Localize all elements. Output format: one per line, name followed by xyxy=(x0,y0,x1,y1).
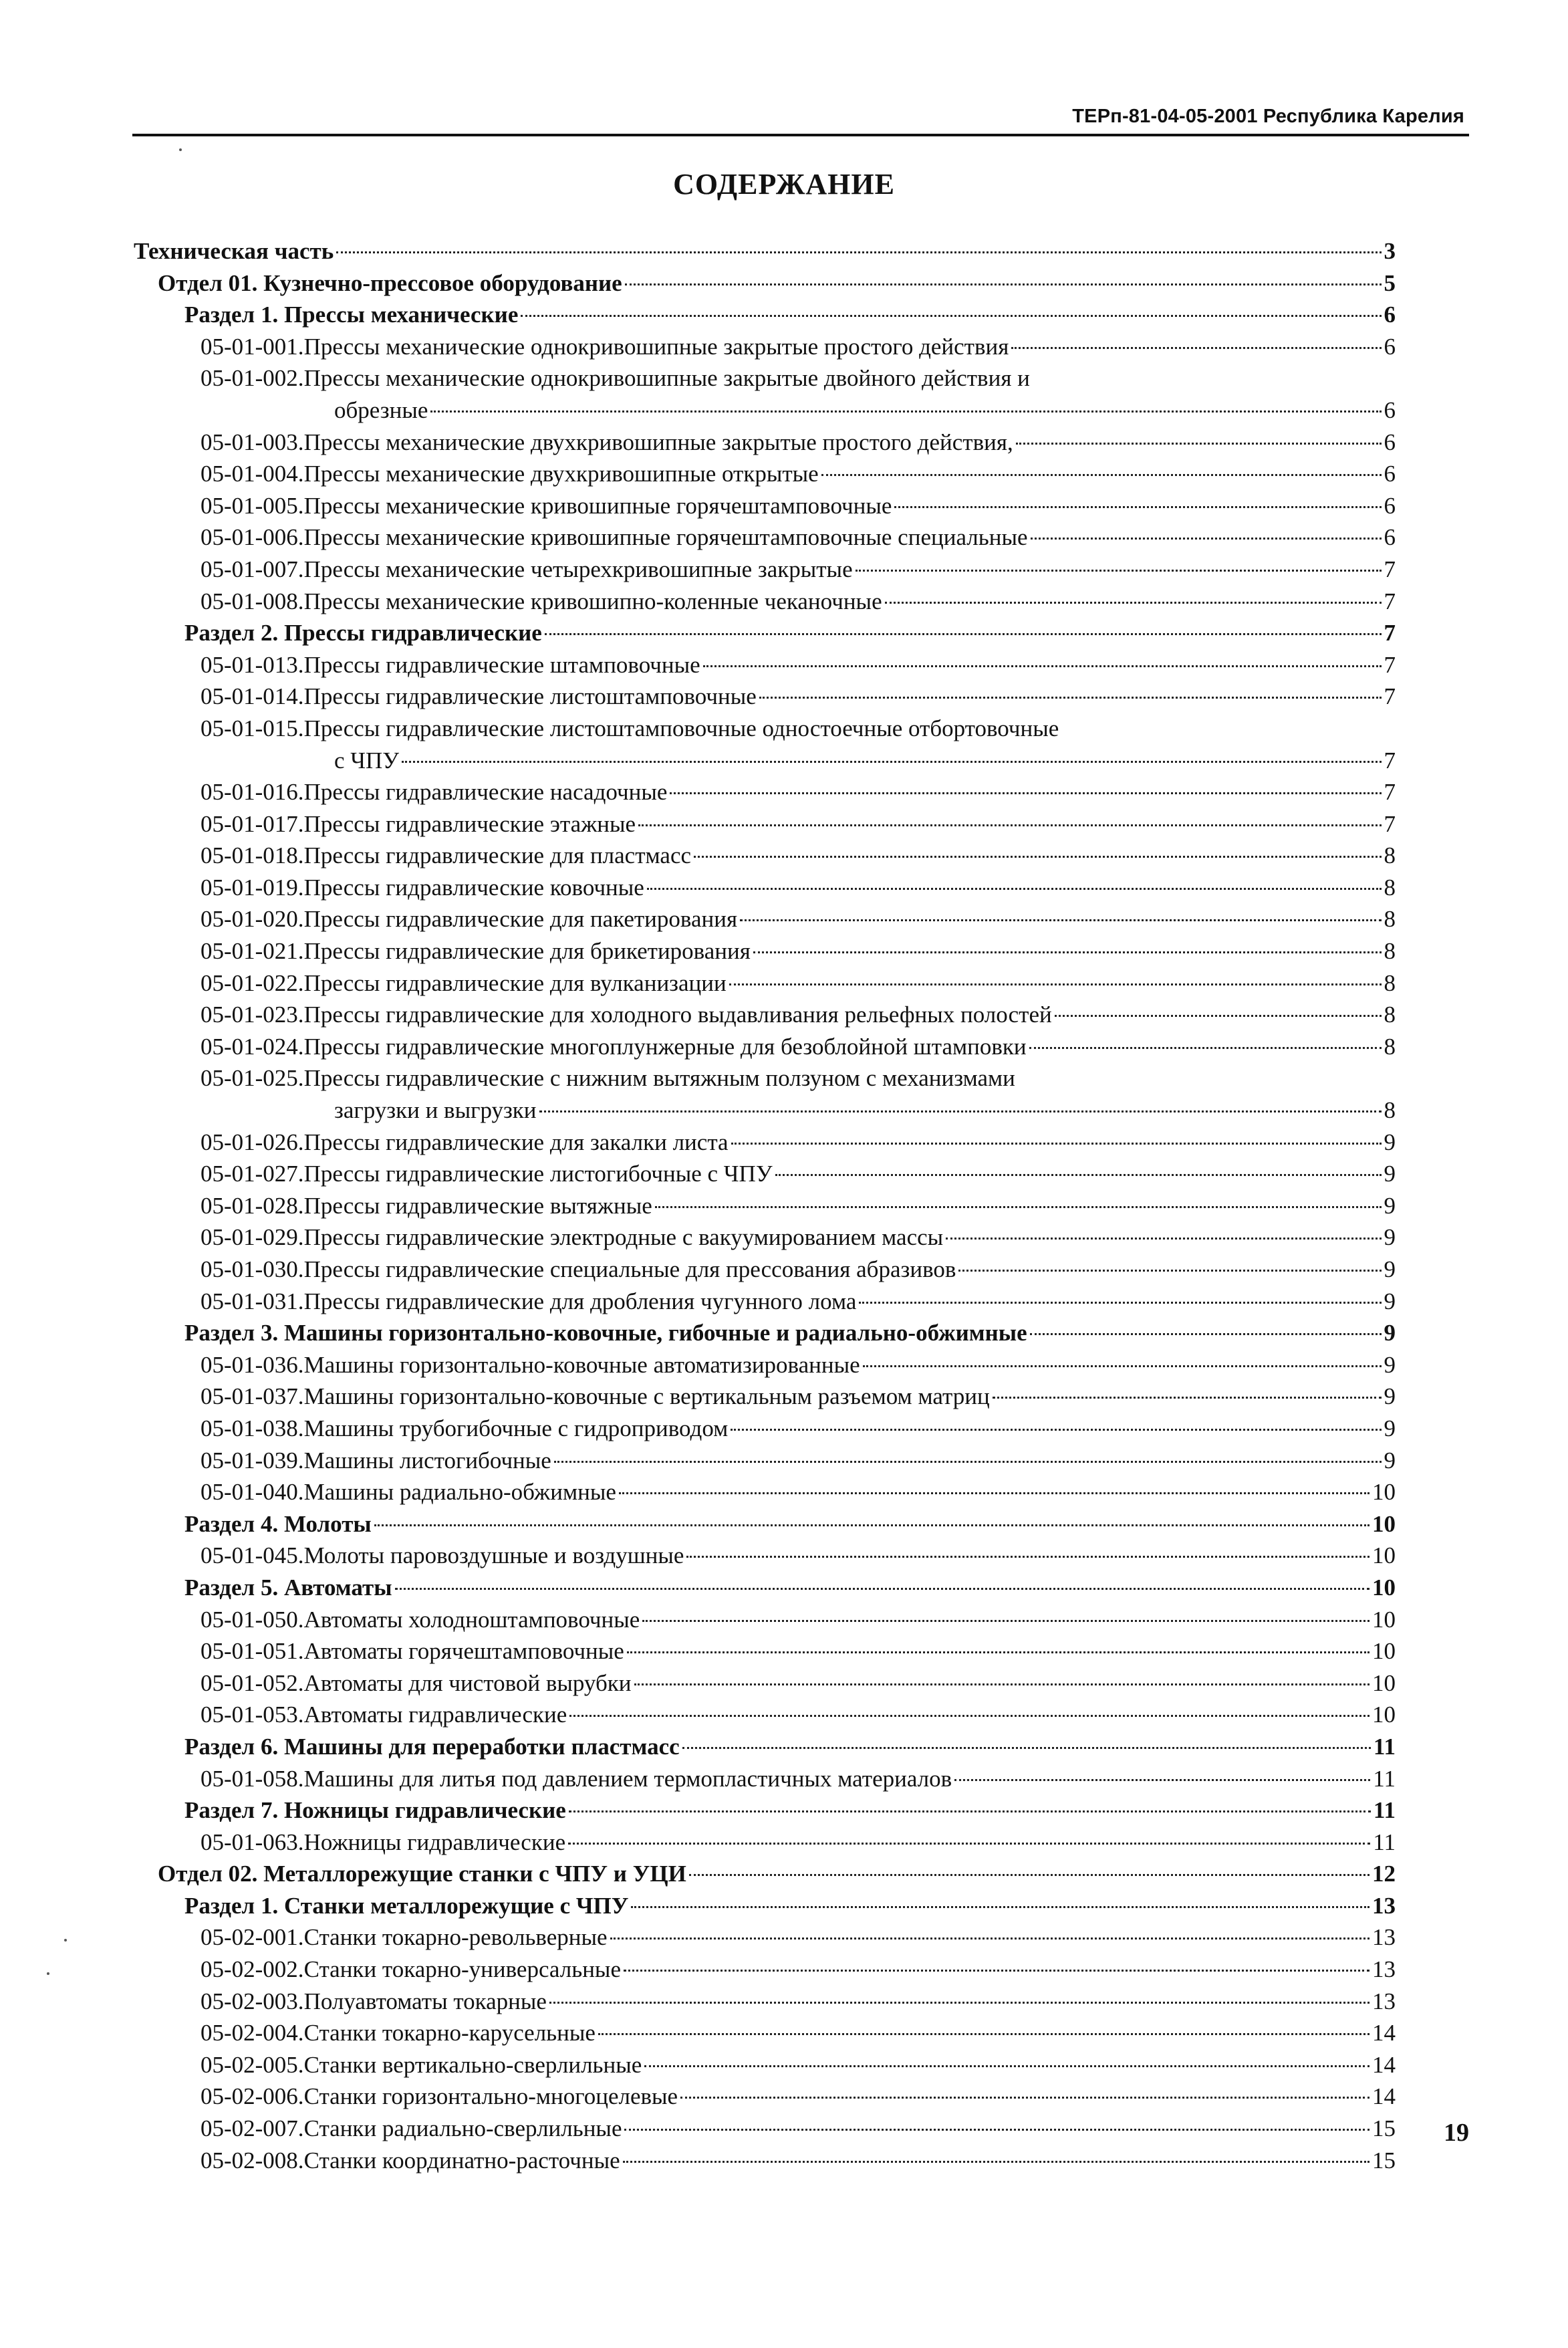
dot-leader xyxy=(610,1938,1369,1940)
toc-entry xyxy=(134,903,1396,935)
toc-entry-title: Раздел 2. Прессы гидравлические xyxy=(184,620,542,647)
toc-entry-page: 9 xyxy=(1384,1383,1396,1410)
toc-entry-title: Прессы механические кривошипные горячештамповочные специальные xyxy=(303,524,1028,551)
toc-entry-title: Машины радиально-обжимные xyxy=(303,1479,616,1506)
toc-entry-code: 05-01-029. xyxy=(201,1224,304,1251)
dot-leader xyxy=(859,1302,1381,1304)
dot-leader xyxy=(731,1143,1382,1145)
toc-entry-page: 7 xyxy=(1384,779,1396,806)
toc-entry-page: 8 xyxy=(1384,1002,1396,1028)
toc-entry-page: 10 xyxy=(1372,1606,1396,1633)
toc-entry-title: обрезные xyxy=(334,396,428,423)
toc-entry xyxy=(134,1604,1396,1636)
dot-leader xyxy=(1011,347,1381,349)
toc-entry-title: Раздел 1. Прессы механические xyxy=(184,302,519,328)
dot-leader xyxy=(703,665,1382,667)
toc-entry-code: 05-01-039. xyxy=(201,1447,304,1474)
toc-entry-title: Станки вертикально-сверлильные xyxy=(303,2051,642,2078)
toc-entry-page: 9 xyxy=(1384,1447,1396,1474)
toc-entry-page: 11 xyxy=(1373,1797,1396,1824)
toc-entry-page: 6 xyxy=(1384,396,1396,423)
dot-leader xyxy=(627,1651,1369,1653)
dot-leader xyxy=(740,919,1381,921)
toc-entry-code: 05-01-015. xyxy=(201,715,304,741)
dot-leader xyxy=(631,1906,1369,1908)
toc-entry xyxy=(134,1286,1396,1318)
toc-entry xyxy=(134,840,1396,872)
toc-entry-code: 05-01-025. xyxy=(201,1065,304,1092)
toc-entry-page: 6 xyxy=(1384,524,1396,551)
dot-leader xyxy=(686,1556,1369,1558)
toc-entry-page: 10 xyxy=(1372,1542,1396,1569)
toc-entry-title: Автоматы для чистовой вырубки xyxy=(303,1669,632,1696)
toc-entry-page: 10 xyxy=(1372,1574,1396,1601)
toc-entry-title: Машины трубогибочные с гидроприводом xyxy=(303,1415,729,1441)
toc-entry-title: Прессы гидравлические многоплунжерные для безоблойной штамповки xyxy=(303,1033,1027,1060)
toc-entry-code: 05-01-026. xyxy=(201,1129,304,1155)
toc-entry-page: 8 xyxy=(1384,969,1396,996)
toc-entry-code: 05-02-004. xyxy=(201,2020,304,2046)
toc-entry-page: 7 xyxy=(1384,620,1396,647)
toc-entry xyxy=(134,1158,1396,1190)
toc-entry-page: 10 xyxy=(1372,1510,1396,1537)
dot-leader xyxy=(954,1779,1370,1781)
toc-entry-code: 05-02-006. xyxy=(201,2083,304,2110)
toc-entry xyxy=(134,1540,1396,1572)
toc-entry xyxy=(134,2113,1396,2145)
toc-entry xyxy=(134,745,1396,777)
toc-entry-page: 13 xyxy=(1372,1892,1396,1919)
toc-entry-code: 05-01-037. xyxy=(201,1383,304,1410)
toc-entry xyxy=(134,554,1396,586)
toc-entry-page: 10 xyxy=(1372,1638,1396,1665)
dot-leader xyxy=(569,1810,1371,1812)
toc-entry-code: 05-01-052. xyxy=(201,1669,304,1696)
toc-entry-code: 05-01-004. xyxy=(201,461,304,487)
toc-entry-page: 15 xyxy=(1372,2147,1396,2174)
toc-entry xyxy=(134,1635,1396,1667)
toc-entry-page: 9 xyxy=(1384,1224,1396,1251)
toc-entry-page: 13 xyxy=(1372,1956,1396,1983)
toc-entry-title: Станки координатно-расточные xyxy=(303,2147,620,2174)
toc-entry xyxy=(134,1667,1396,1699)
toc-entry-page: 6 xyxy=(1384,333,1396,360)
toc-entry xyxy=(134,681,1396,713)
toc-entry xyxy=(134,521,1396,554)
dot-leader xyxy=(549,2002,1369,2004)
toc-entry-page: 8 xyxy=(1384,1033,1396,1060)
toc-entry-code: 05-01-002. xyxy=(201,365,304,392)
toc-entry-code: 05-01-031. xyxy=(201,1288,304,1314)
toc-entry-page: 7 xyxy=(1384,588,1396,614)
toc-entry-code: 05-01-038. xyxy=(201,1415,304,1441)
toc-entry-page: 7 xyxy=(1384,556,1396,582)
toc-entry-title: Отдел 02. Металлорежущие станки с ЧПУ и УЦИ xyxy=(158,1861,686,1887)
toc-entry-title: Прессы гидравлические листоштамповочные xyxy=(303,683,757,710)
toc-entry-title: Прессы механические двухкривошипные открытые xyxy=(303,461,819,487)
toc-entry-page: 14 xyxy=(1372,2051,1396,2078)
toc-entry-code: 05-01-021. xyxy=(201,938,304,965)
toc-entry xyxy=(134,1062,1396,1094)
dot-leader xyxy=(625,283,1382,285)
toc-entry-title: Отдел 01. Кузнечно-прессовое оборудование xyxy=(158,269,622,296)
toc-entry xyxy=(134,1476,1396,1508)
toc-entry xyxy=(134,1508,1396,1540)
toc-entry-title: Прессы гидравлические листоштамповочные одностоечные отбортовочные xyxy=(303,715,1059,741)
toc-entry xyxy=(134,713,1396,745)
dot-leader xyxy=(623,2161,1369,2163)
toc-entry xyxy=(134,2081,1396,2113)
dot-leader xyxy=(1055,1015,1382,1017)
dot-leader xyxy=(545,633,1382,635)
dot-leader xyxy=(680,2097,1369,2099)
dot-leader xyxy=(644,2065,1369,2067)
dot-leader xyxy=(856,570,1382,572)
toc-entry-code: 05-01-001. xyxy=(201,333,304,360)
toc-entry-page: 9 xyxy=(1384,1415,1396,1441)
toc-entry xyxy=(134,1699,1396,1731)
toc-entry-title: Прессы механические двухкривошипные закрытые простого действия, xyxy=(303,429,1013,455)
toc-entry-code: 05-01-045. xyxy=(201,1542,304,1569)
toc-entry-page: 9 xyxy=(1384,1256,1396,1282)
dot-leader xyxy=(655,1206,1382,1208)
toc-entry-code: 05-01-027. xyxy=(201,1161,304,1187)
toc-entry-page: 8 xyxy=(1384,938,1396,965)
toc-entry-code: 05-01-022. xyxy=(201,969,304,996)
dot-leader xyxy=(624,1970,1369,1972)
dot-leader xyxy=(539,1110,1382,1112)
toc-entry xyxy=(134,1349,1396,1381)
toc-entry-code: 05-01-017. xyxy=(201,810,304,837)
toc-entry-title: Прессы гидравлические для пластмасс xyxy=(303,842,692,869)
toc-entry-page: 9 xyxy=(1384,1192,1396,1219)
dot-leader xyxy=(395,1588,1369,1590)
toc-entry-page: 14 xyxy=(1372,2083,1396,2110)
toc-entry-code: 05-01-013. xyxy=(201,651,304,678)
toc-entry-page: 6 xyxy=(1384,461,1396,487)
toc-entry-code: 05-01-016. xyxy=(201,779,304,806)
dot-leader xyxy=(821,474,1382,476)
toc-entry-page: 7 xyxy=(1384,683,1396,710)
toc-entry-title: Прессы гидравлические для пакетирования xyxy=(303,906,738,933)
toc-entry-code: 05-01-018. xyxy=(201,842,304,869)
toc-entry-page: 12 xyxy=(1372,1861,1396,1887)
toc-entry-page: 8 xyxy=(1384,1097,1396,1124)
scan-speck xyxy=(64,1939,67,1942)
toc-entry xyxy=(134,1858,1396,1890)
toc-entry-title: с ЧПУ xyxy=(334,747,400,774)
toc-entry-code: 05-01-053. xyxy=(201,1701,304,1728)
toc-entry-title: Прессы гидравлические вытяжные xyxy=(303,1192,652,1219)
toc-entry-code: 05-01-005. xyxy=(201,492,304,519)
dot-leader xyxy=(638,824,1381,826)
dot-leader xyxy=(568,1843,1370,1845)
toc-entry-page: 8 xyxy=(1384,906,1396,933)
dot-leader xyxy=(670,792,1381,794)
toc-entry-title: Прессы гидравлические для брикетирования xyxy=(303,938,751,965)
toc-entry xyxy=(134,1190,1396,1222)
toc-entry-code: 05-02-005. xyxy=(201,2051,304,2078)
toc-entry-code: 05-01-006. xyxy=(201,524,304,551)
toc-entry-title: Прессы гидравлические для закалки листа xyxy=(303,1129,729,1155)
toc-entry-title: Прессы механические однокривошипные закрытые простого действия xyxy=(303,333,1009,360)
toc-entry xyxy=(134,1381,1396,1413)
toc-entry-page: 8 xyxy=(1384,842,1396,869)
toc-entry xyxy=(134,2017,1396,2049)
toc-entry-title: Прессы гидравлические насадочные xyxy=(303,779,668,806)
toc-entry-code: 05-01-008. xyxy=(201,588,304,614)
dot-leader xyxy=(731,1429,1381,1431)
toc-entry-code: 05-01-058. xyxy=(201,1765,304,1792)
toc-entry-title: Раздел 6. Машины для переработки пластмасс xyxy=(184,1733,680,1760)
toc-entry-title: Прессы механические кривошипно-коленные чеканочные xyxy=(303,588,882,614)
toc-entry xyxy=(134,935,1396,967)
toc-entry-code: 05-01-007. xyxy=(201,556,304,582)
toc-entry-page: 13 xyxy=(1372,1924,1396,1951)
toc-entry xyxy=(134,2049,1396,2081)
dot-leader xyxy=(753,951,1382,953)
dot-leader xyxy=(694,856,1381,858)
toc-entry-title: Раздел 3. Машины горизонтально-ковочные, гибочные и радиально-обжимные xyxy=(184,1320,1027,1346)
toc-entry-title: Станки токарно-универсальные xyxy=(303,1956,621,1983)
page-number: 19 xyxy=(1444,2119,1469,2147)
toc-entry-title: Раздел 1. Станки металлорежущие с ЧПУ xyxy=(184,1892,629,1919)
toc-entry-title: Техническая часть xyxy=(134,238,334,264)
toc-entry xyxy=(134,331,1396,363)
toc-entry-page: 11 xyxy=(1373,1765,1396,1792)
toc-entry xyxy=(134,1094,1396,1127)
toc-entry-page: 9 xyxy=(1384,1129,1396,1155)
scan-speck xyxy=(179,148,182,151)
toc-entry-title: Прессы гидравлические специальные для прессования абразивов xyxy=(303,1256,956,1282)
toc-entry xyxy=(134,1954,1396,1986)
toc-entry-code: 05-01-051. xyxy=(201,1638,304,1665)
toc-entry-title: Прессы механические однокривошипные закрытые двойного действия и xyxy=(303,365,1030,392)
toc-entry-page: 6 xyxy=(1384,492,1396,519)
toc-entry xyxy=(134,394,1396,427)
toc-entry xyxy=(134,490,1396,522)
toc-entry-code: 05-01-023. xyxy=(201,1002,304,1028)
dot-leader xyxy=(647,888,1382,890)
toc-entry xyxy=(134,458,1396,490)
dot-leader xyxy=(946,1238,1381,1240)
toc-entry xyxy=(134,1763,1396,1795)
dot-leader xyxy=(521,315,1381,317)
toc-entry-page: 6 xyxy=(1384,429,1396,455)
toc-entry-title: Прессы гидравлические этажные xyxy=(303,810,636,837)
toc-entry xyxy=(134,1731,1396,1763)
toc-entry-code: 05-02-008. xyxy=(201,2147,304,2174)
toc-entry-title: Станки токарно-карусельные xyxy=(303,2020,596,2046)
toc-entry-page: 10 xyxy=(1372,1479,1396,1506)
toc-entry-page: 5 xyxy=(1384,269,1396,296)
toc-entry-title: Прессы гидравлические штамповочные xyxy=(303,651,700,678)
toc-entry-code: 05-02-002. xyxy=(201,1956,304,1983)
toc-entry xyxy=(134,362,1396,394)
dot-leader xyxy=(885,602,1382,604)
dot-leader xyxy=(430,410,1381,413)
toc-entry xyxy=(134,1827,1396,1859)
toc-entry-page: 9 xyxy=(1384,1320,1396,1346)
toc-entry xyxy=(134,649,1396,681)
toc-entry-code: 05-01-050. xyxy=(201,1606,304,1633)
dot-leader xyxy=(624,2129,1369,2131)
toc-entry xyxy=(134,1445,1396,1477)
toc-entry-page: 9 xyxy=(1384,1288,1396,1314)
toc-entry xyxy=(134,427,1396,459)
toc-entry-title: Станки радиально-сверлильные xyxy=(303,2115,622,2142)
toc-entry-title: загрузки и выгрузки xyxy=(334,1097,537,1124)
toc-entry-title: Прессы гидравлические листогибочные с ЧПУ xyxy=(303,1161,773,1187)
toc-entry xyxy=(134,235,1396,267)
toc-entry-title: Машины горизонтально-ковочные с вертикальным разъемом матриц xyxy=(303,1383,990,1410)
toc-entry-title: Раздел 7. Ножницы гидравлические xyxy=(184,1797,566,1824)
toc-entry-page: 14 xyxy=(1372,2020,1396,2046)
toc-entry xyxy=(134,2145,1396,2177)
toc-entry xyxy=(134,1921,1396,1954)
toc-entry-page: 13 xyxy=(1372,1988,1396,2014)
toc-entry-title: Прессы механические кривошипные горячештамповочные xyxy=(303,492,892,519)
dot-leader xyxy=(336,251,1381,253)
document-code-header: ТЕРп-81-04-05-2001 Республика Карелия xyxy=(1072,106,1464,127)
toc-entry-title: Ножницы гидравлические xyxy=(303,1829,566,1855)
dot-leader xyxy=(759,697,1382,699)
dot-leader xyxy=(775,1174,1382,1176)
dot-leader xyxy=(958,1270,1381,1272)
dot-leader xyxy=(634,1683,1369,1685)
toc-entry-page: 15 xyxy=(1372,2115,1396,2142)
toc-entry-code: 05-01-040. xyxy=(201,1479,304,1506)
toc-entry-title: Машины листогибочные xyxy=(303,1447,551,1474)
toc-entry xyxy=(134,1254,1396,1286)
dot-leader xyxy=(554,1461,1382,1463)
toc-entry-code: 05-01-014. xyxy=(201,683,304,710)
toc-entry-code: 05-02-003. xyxy=(201,1988,304,2014)
dot-leader xyxy=(402,761,1381,763)
toc-entry-page: 8 xyxy=(1384,874,1396,901)
toc-entry-page: 9 xyxy=(1384,1161,1396,1187)
dot-leader xyxy=(569,1715,1369,1717)
toc-entry xyxy=(134,299,1396,331)
toc-entry-title: Полуавтоматы токарные xyxy=(303,1988,547,2014)
dot-leader xyxy=(993,1397,1382,1399)
toc-entry-page: 7 xyxy=(1384,651,1396,678)
toc-entry xyxy=(134,967,1396,1000)
toc-entry-title: Прессы гидравлические для дробления чугунного лома xyxy=(303,1288,857,1314)
toc-entry-page: 7 xyxy=(1384,810,1396,837)
toc-entry-page: 11 xyxy=(1373,1733,1396,1760)
toc-entry-title: Прессы механические четырехкривошипные закрытые xyxy=(303,556,853,582)
toc-entry xyxy=(134,1572,1396,1604)
toc-entry-title: Автоматы горячештамповочные xyxy=(303,1638,624,1665)
dot-leader xyxy=(863,1365,1382,1367)
toc-entry-title: Прессы гидравлические ковочные xyxy=(303,874,644,901)
toc-entry xyxy=(134,586,1396,618)
toc-entry-code: 05-01-030. xyxy=(201,1256,304,1282)
dot-leader xyxy=(1031,538,1382,540)
dot-leader xyxy=(598,2033,1369,2035)
dot-leader xyxy=(729,983,1382,985)
dot-leader xyxy=(619,1492,1369,1494)
toc-entry xyxy=(134,1221,1396,1254)
toc-entry xyxy=(134,872,1396,904)
toc-entry-code: 05-02-007. xyxy=(201,2115,304,2142)
toc-entry-page: 6 xyxy=(1384,302,1396,328)
toc-entry-title: Раздел 4. Молоты xyxy=(184,1510,372,1537)
toc-entry xyxy=(134,1317,1396,1349)
toc-entry xyxy=(134,1127,1396,1159)
toc-entry-code: 05-01-019. xyxy=(201,874,304,901)
toc-entry-title: Прессы гидравлические для вулканизации xyxy=(303,969,727,996)
page-title: СОДЕРЖАНИЕ xyxy=(673,168,895,201)
toc-entry-page: 10 xyxy=(1372,1701,1396,1728)
toc-entry-page: 11 xyxy=(1373,1829,1396,1855)
toc-entry xyxy=(134,776,1396,808)
toc-entry-title: Станки токарно-револьверные xyxy=(303,1924,608,1951)
toc-entry-code: 05-01-063. xyxy=(201,1829,304,1855)
toc-entry-title: Прессы гидравлические электродные с вакуумированием массы xyxy=(303,1224,944,1251)
toc-entry-title: Станки горизонтально-многоцелевые xyxy=(303,2083,678,2110)
toc-entry xyxy=(134,999,1396,1031)
toc-entry-title: Молоты паровоздушные и воздушные xyxy=(303,1542,684,1569)
toc-entry-title: Прессы гидравлические с нижним вытяжным ползуном с механизмами xyxy=(303,1065,1015,1092)
toc-entry xyxy=(134,1413,1396,1445)
dot-leader xyxy=(1029,1047,1382,1049)
toc-entry xyxy=(134,1794,1396,1827)
toc-entry xyxy=(134,808,1396,840)
toc-entry-title: Машины горизонтально-ковочные автоматизированные xyxy=(303,1351,860,1378)
table-of-contents xyxy=(134,235,1396,2176)
toc-entry xyxy=(134,267,1396,300)
dot-leader xyxy=(1016,443,1382,445)
dot-leader xyxy=(894,506,1381,508)
toc-entry-code: 05-01-020. xyxy=(201,906,304,933)
dot-leader xyxy=(689,1874,1369,1876)
dot-leader xyxy=(682,1747,1371,1749)
scan-speck xyxy=(47,1972,49,1975)
toc-entry-page: 7 xyxy=(1384,747,1396,774)
toc-entry-title: Автоматы гидравлические xyxy=(303,1701,567,1728)
dot-leader xyxy=(642,1620,1369,1622)
toc-entry-code: 05-01-036. xyxy=(201,1351,304,1378)
toc-entry xyxy=(134,1890,1396,1922)
toc-entry-page: 3 xyxy=(1384,238,1396,264)
toc-entry-code: 05-02-001. xyxy=(201,1924,304,1951)
toc-entry xyxy=(134,1986,1396,2018)
toc-entry-code: 05-01-028. xyxy=(201,1192,304,1219)
toc-entry-title: Прессы гидравлические для холодного выдавливания рельефных полостей xyxy=(303,1002,1052,1028)
header-rule xyxy=(132,134,1469,136)
dot-leader xyxy=(1030,1333,1382,1335)
toc-entry xyxy=(134,1031,1396,1063)
toc-entry-page: 9 xyxy=(1384,1351,1396,1378)
toc-entry-page: 10 xyxy=(1372,1669,1396,1696)
toc-entry-code: 05-01-003. xyxy=(201,429,304,455)
toc-entry-title: Автоматы холодноштамповочные xyxy=(303,1606,640,1633)
toc-entry xyxy=(134,617,1396,649)
dot-leader xyxy=(374,1524,1369,1526)
toc-entry-code: 05-01-024. xyxy=(201,1033,304,1060)
toc-entry-title: Раздел 5. Автоматы xyxy=(184,1574,392,1601)
toc-entry-title: Машины для литья под давлением термопластичных материалов xyxy=(303,1765,952,1792)
